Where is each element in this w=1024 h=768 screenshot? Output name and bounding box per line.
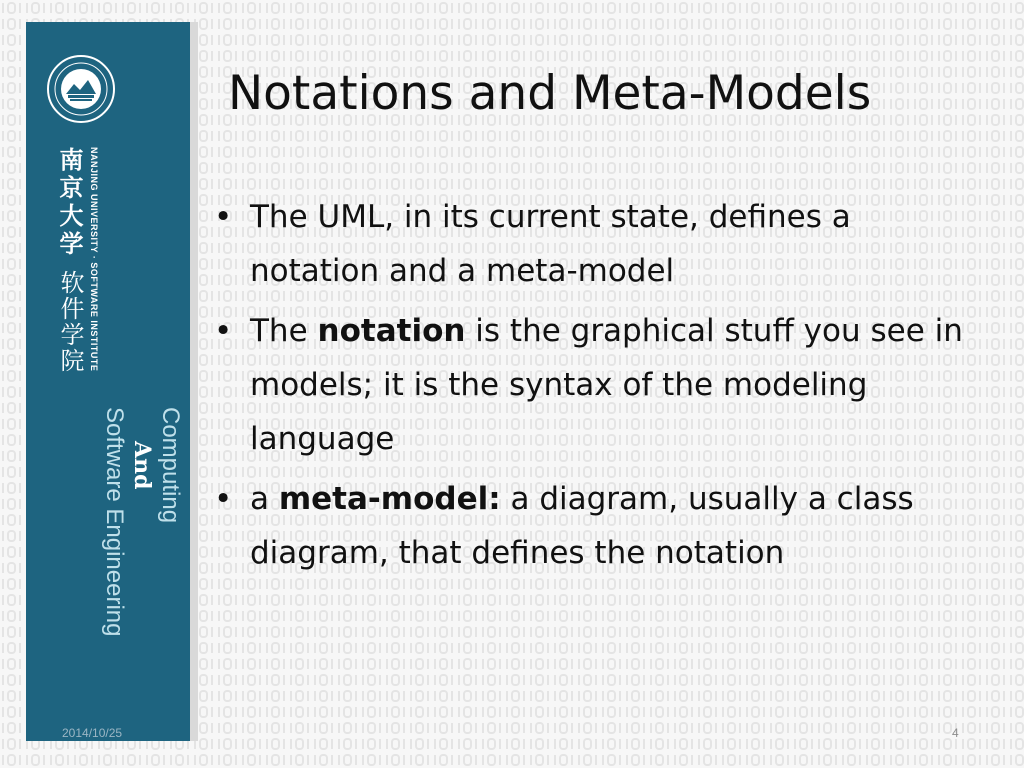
sidebar-edge [190,22,198,741]
university-name-en: NANJING UNIVERSITY · SOFTWARE INSTITUTE [89,147,99,372]
tagline-and: And [129,441,155,490]
bullet-dot-icon: • [214,481,233,517]
bullet-text: The [250,313,318,349]
university-seal-icon [46,54,116,124]
bullet-text: a diagram, usually a class diagram, that defines the notation [250,481,914,571]
slide-title: Notations and Meta-Models [228,66,872,121]
bullet-text: The UML, in its current state, defines a notation and a meta-model [250,199,851,289]
bullet-item [214,304,984,466]
tagline-software-engineering: Software Engineering [101,407,128,637]
bullet-emphasis: meta-model: [278,481,501,517]
bullet-dot-icon: • [214,199,233,235]
university-name-cn: 南京大学 [55,147,84,259]
sidebar-banner [26,22,198,741]
bullet-text: a [250,481,279,517]
tagline-block [64,407,184,717]
bullet-dot-icon: • [214,313,233,349]
department-name-cn: 软件学院 [56,270,84,374]
tagline-computing: Computing [157,407,184,524]
bullet-text: is the graphical stuff you see in models; it is the syntax of the modeling language [250,313,963,457]
bullet-item [214,472,984,580]
footer-date: 2014/10/25 [62,726,123,740]
bullet-emphasis: notation [317,313,466,349]
bullet-list [214,190,984,586]
footer-page-number: 4 [952,726,959,740]
bullet-item [214,190,984,298]
